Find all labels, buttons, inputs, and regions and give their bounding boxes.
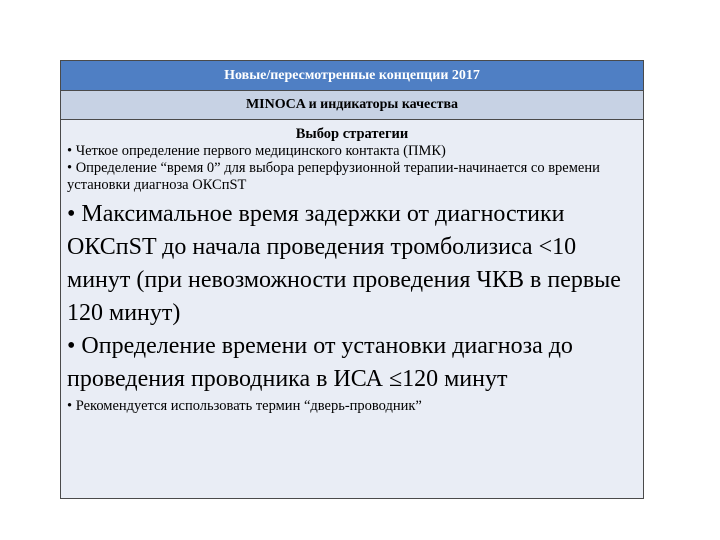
list-item: • Рекомендуется использовать термин “дверь-проводник” — [67, 398, 422, 414]
table-body — [61, 120, 643, 498]
list-item-large: • Максимальное время задержки от диагностики ОКСпST до начала проведения тромболизиса <10 минут (при невозможности проведения ЧКВ в первые 120 минут) — [67, 201, 621, 326]
section-title: Выбор стратегии — [295, 126, 409, 142]
table-subtitle: MINOCA и индикаторы качества — [61, 91, 643, 120]
list-item: • Определение “время 0” для выбора реперфузионной терапии-начинается со времени установки диагноза ОКСпST — [67, 160, 600, 193]
concepts-table — [60, 60, 644, 499]
table-title: Новые/пересмотренные концепции 2017 — [61, 61, 643, 91]
list-item-large: • Определение времени от установки диагноза до проведения проводника в ИСА ≤120 минут — [67, 333, 573, 392]
list-item: • Четкое определение первого медицинского контакта (ПМК) — [67, 143, 446, 159]
